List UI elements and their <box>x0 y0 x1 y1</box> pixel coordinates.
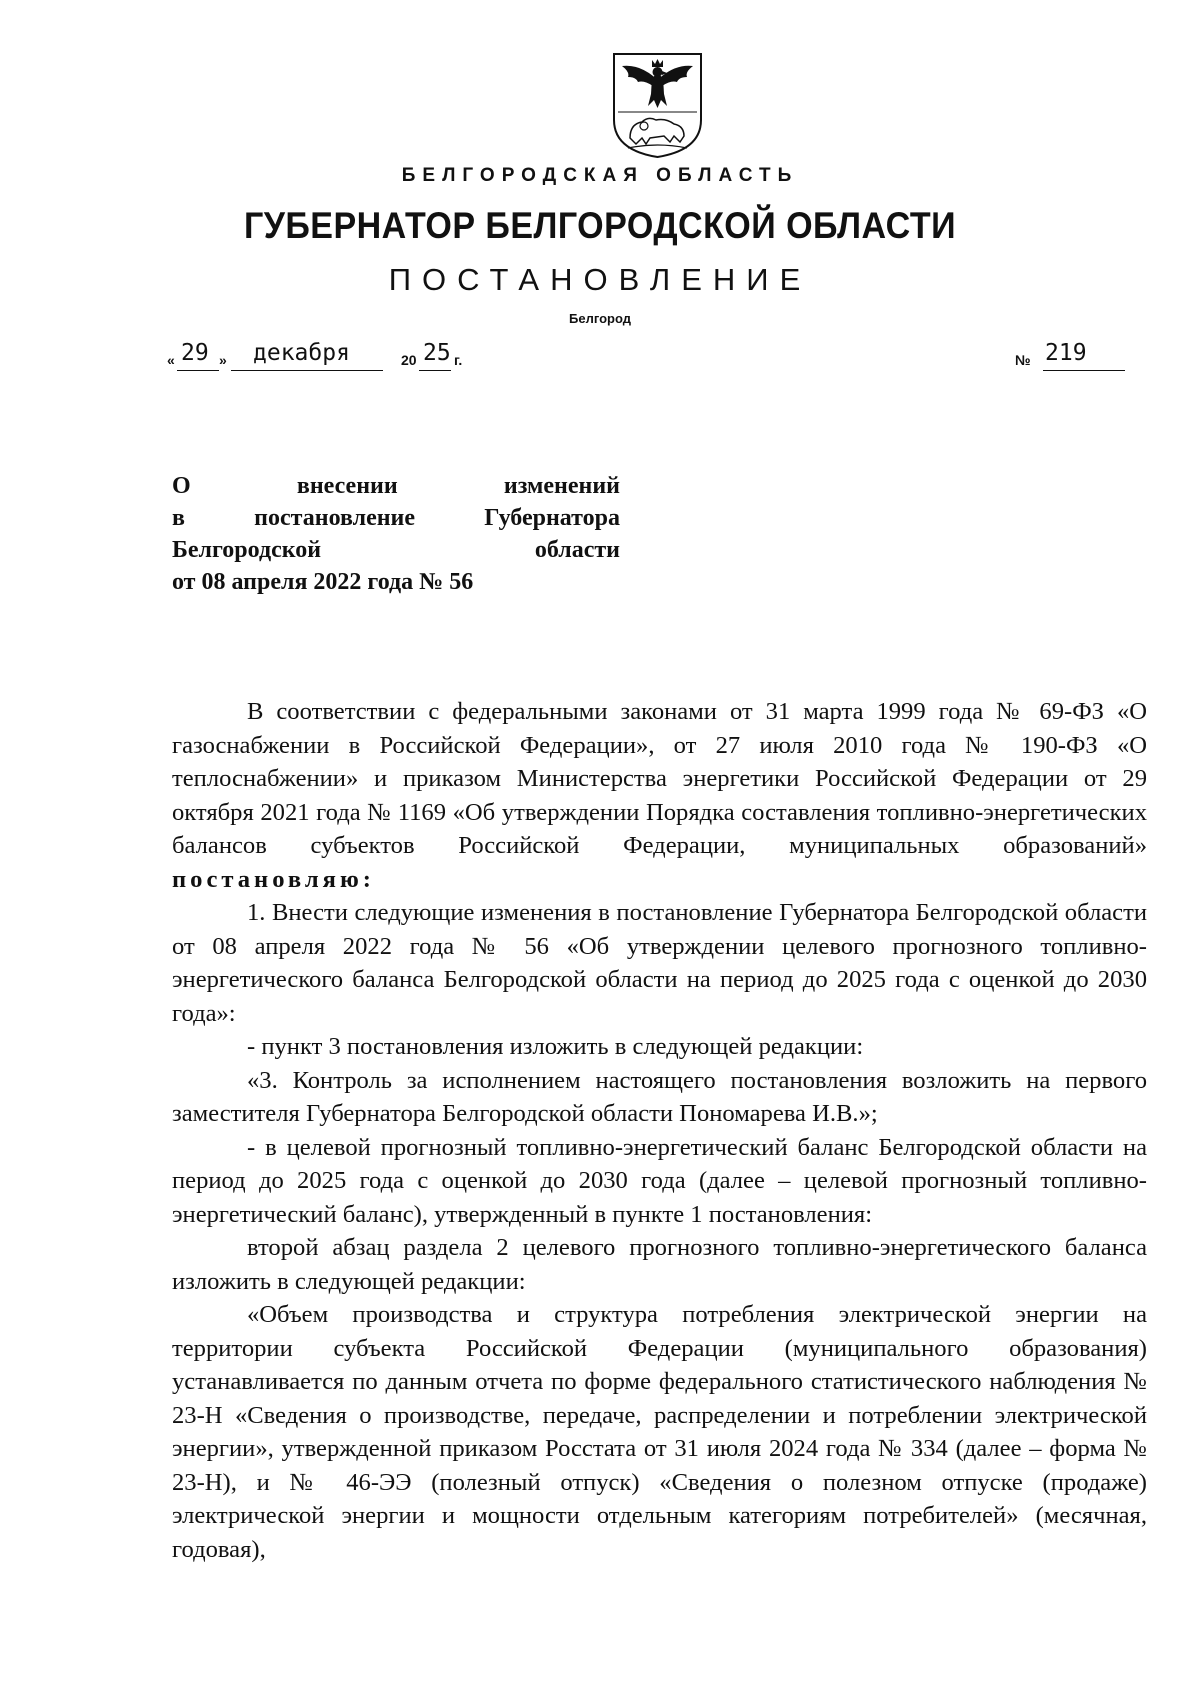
eagle-lion-shield-icon <box>608 50 707 160</box>
subject-word: О <box>172 473 191 499</box>
date-year-abbr: г. <box>454 352 463 368</box>
decree-number <box>1015 340 1125 374</box>
subject-word: области <box>534 537 620 563</box>
date-month: декабря <box>253 340 350 366</box>
number-underline <box>1043 370 1125 371</box>
region-title: БЕЛГОРОДСКАЯ ОБЛАСТЬ <box>401 165 799 186</box>
year-underline <box>419 370 451 371</box>
subject-word: Белгородской <box>172 537 322 563</box>
date-day: 29 <box>181 340 209 366</box>
day-underline <box>177 370 219 371</box>
subject-line <box>172 502 620 534</box>
subject-word: постановление <box>254 505 416 531</box>
body-paragraph: - пункт 3 постановления изложить в следующей редакции: <box>247 1033 864 1060</box>
coat-of-arms-emblem <box>608 50 707 160</box>
body-paragraph-item-1: 1. Внести следующие изменения в постановление Губернатора Белгородской области от 08 апреля 2022 года № 56 «Об утверждении целевого прогнозного топливно-энергетического баланса Белгородской области на период до 2025 года с оценкой до 2030 года»: <box>172 899 1147 1027</box>
city-label: Белгород <box>569 311 631 326</box>
number-label: № <box>1015 352 1031 368</box>
date-year-prefix: 20 <box>401 352 417 368</box>
body-paragraph: «3. Контроль за исполнением настоящего постановления возложить на первого заместителя Губернатора Белгородской области Пономарева И.В.»; <box>172 1066 1147 1127</box>
resolves-word: постановляю: <box>172 865 375 893</box>
body-paragraph: «Объем производства и структура потребления электрической энергии на территории субъекта Российской Федерации (муниципального образования) устанавливается по данным отчета по форме федерального статистического наблюдения № 23-Н «Сведения о производстве, передаче, распределении и потреблении электрической энергии», утвержденной приказом Росстата от 31 июля 2024 года № 334 (далее – форма № 23-Н), и № 46-ЭЭ (полезный отпуск) «Сведения о полезном отпуске (продаже) электрической энергии и мощности отдельным категориям потребителей» (месячная, годовая), <box>172 1301 1147 1563</box>
subject-word: в <box>172 505 185 531</box>
subject-line <box>172 566 620 598</box>
decree-body <box>172 695 1147 1566</box>
date-close-quote: » <box>219 352 227 368</box>
date-open-quote: « <box>167 352 175 368</box>
subject-line <box>172 534 620 566</box>
date-year-suffix: 25 <box>423 340 451 366</box>
subject-word: от 08 апреля 2022 года № 56 <box>172 569 474 595</box>
subject-line <box>172 470 620 502</box>
number-value: 219 <box>1045 340 1087 366</box>
decree-subject <box>172 470 620 598</box>
subject-word: внесении <box>296 473 398 499</box>
decree-date <box>167 340 497 374</box>
authority-title: ГУБЕРНАТОР БЕЛГОРОДСКОЙ ОБЛАСТИ <box>243 205 957 246</box>
month-underline <box>231 370 383 371</box>
preamble-text: В соответствии с федеральными законами от 31 марта 1999 года № 69-ФЗ «О газоснабжении в Российской Федерации», от 27 июля 2010 года № 190-ФЗ «О теплоснабжении» и приказом Министерства энергетики Российской Федерации от 29 октября 2021 года № 1169 «Об утверждении Порядка составления топливно-энергетических балансов субъектов Российской Федерации, муниципальных образований» <box>172 698 1147 859</box>
body-paragraph: второй абзац раздела 2 целевого прогнозного топливно-энергетического баланса изложить в следующей редакции: <box>172 1234 1147 1295</box>
body-paragraph-preamble <box>172 695 1147 896</box>
subject-word: изменений <box>503 473 621 499</box>
body-paragraph: - в целевой прогнозный топливно-энергетический баланс Белгородской области на период до 2025 года с оценкой до 2030 года (далее – целевой прогнозный топливно-энергетический баланс), утвержденный в пункте 1 постановления: <box>172 1133 1147 1228</box>
subject-word: Губернатора <box>484 505 620 531</box>
document-type-title: ПОСТАНОВЛЕНИЕ <box>388 262 812 297</box>
